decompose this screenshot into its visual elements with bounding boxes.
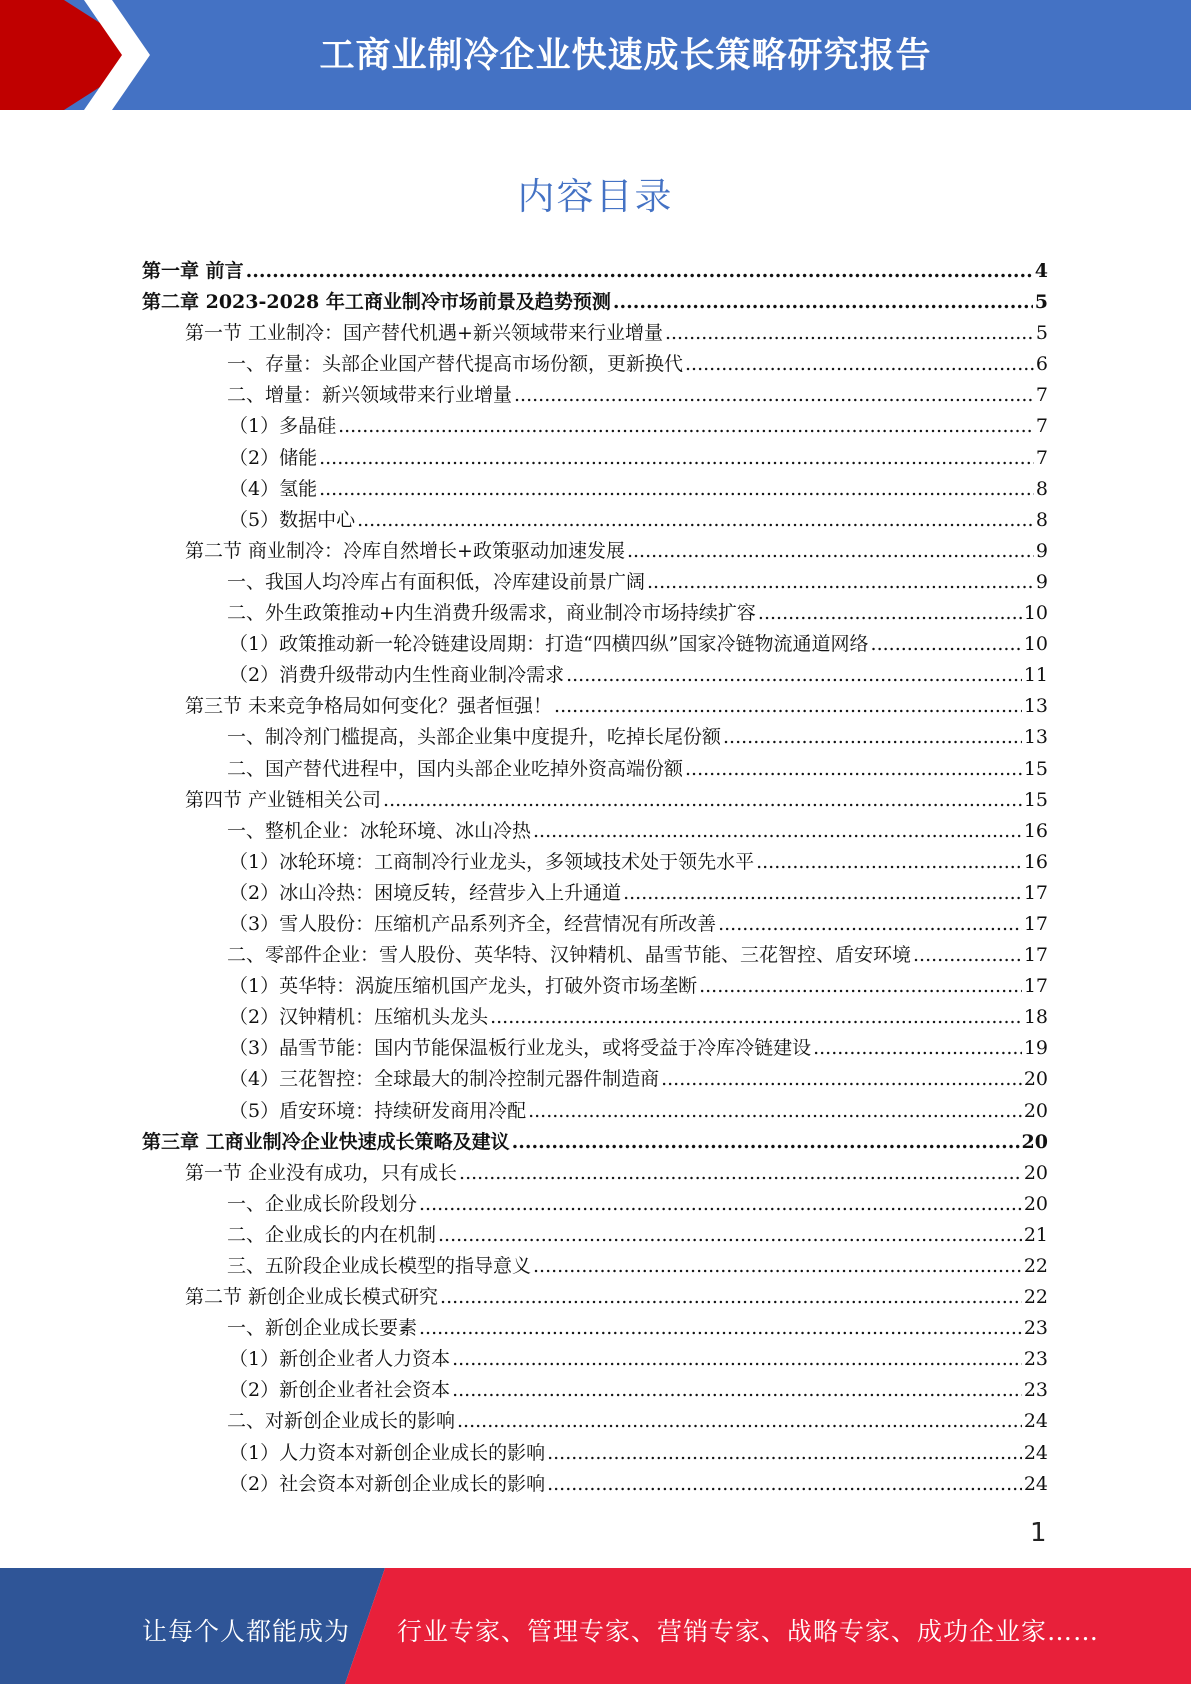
toc-entry-page: 8 xyxy=(1035,477,1048,500)
toc-dot-leader xyxy=(452,1344,1022,1375)
toc-dot-leader xyxy=(533,1251,1022,1282)
toc-entry[interactable] xyxy=(142,380,1048,411)
toc-entry[interactable] xyxy=(142,474,1048,505)
toc-entry[interactable] xyxy=(142,1313,1048,1344)
toc-entry-page: 15 xyxy=(1023,788,1048,811)
toc-entry-title: （1）多晶硅 xyxy=(229,415,337,438)
toc-entry-title: 第一节 企业没有成功，只有成长 xyxy=(185,1161,458,1184)
toc-dot-leader xyxy=(490,1002,1022,1033)
toc-entry-title: 第二节 新创企业成长模式研究 xyxy=(185,1286,439,1309)
toc-entry-title: 第三章 工商业制冷企业快速成长策略及建议 xyxy=(142,1130,510,1153)
toc-entry-title: （2）新创企业者社会资本 xyxy=(229,1379,451,1402)
toc-entry[interactable] xyxy=(142,287,1048,318)
toc-entry-page: 4 xyxy=(1034,260,1048,282)
toc-entry[interactable] xyxy=(142,971,1048,1002)
toc-dot-leader xyxy=(685,349,1034,380)
toc-dot-leader xyxy=(338,411,1034,442)
toc-entry-page: 22 xyxy=(1023,1286,1048,1309)
toc-entry[interactable] xyxy=(142,318,1048,349)
toc-dot-leader xyxy=(627,536,1034,567)
toc-entry-title: 一、企业成长阶段划分 xyxy=(227,1192,418,1215)
toc-entry-title: （3）雪人股份：压缩机产品系列齐全，经营情况有所改善 xyxy=(229,912,717,935)
toc-entry[interactable] xyxy=(142,1344,1048,1375)
toc-entry-page: 24 xyxy=(1023,1472,1048,1495)
toc-entry-title: 二、外生政策推动+内生消费升级需求，商业制冷市场持续扩容 xyxy=(227,602,756,625)
toc-entry[interactable] xyxy=(142,691,1048,722)
toc-entry-page: 19 xyxy=(1023,1037,1048,1060)
toc-entry[interactable] xyxy=(142,940,1048,971)
toc-entry-title: （5）盾安环境：持续研发商用冷配 xyxy=(229,1099,527,1122)
toc-entry-page: 20 xyxy=(1021,1130,1048,1153)
toc-entry[interactable] xyxy=(142,1469,1048,1500)
toc-entry[interactable] xyxy=(142,567,1048,598)
toc-dot-leader xyxy=(357,505,1034,536)
toc-entry-page: 17 xyxy=(1023,912,1048,935)
toc-entry-title: （4）氢能 xyxy=(229,477,318,500)
toc-entry[interactable] xyxy=(142,349,1048,380)
toc-entry[interactable] xyxy=(142,1096,1048,1127)
toc-dot-leader xyxy=(246,256,1033,287)
toc-entry[interactable] xyxy=(142,1406,1048,1437)
toc-entry-page: 9 xyxy=(1035,570,1048,593)
toc-entry-page: 20 xyxy=(1023,1192,1048,1215)
toc-entry-title: （4）三花智控：全球最大的制冷控制元器件制造商 xyxy=(229,1068,660,1091)
toc-entry-page: 23 xyxy=(1023,1379,1048,1402)
toc-entry-title: （2）社会资本对新创企业成长的影响 xyxy=(229,1472,546,1495)
toc-entry-title: （3）晶雪节能：国内节能保温板行业龙头，或将受益于冷库冷链建设 xyxy=(229,1037,812,1060)
toc-entry-page: 20 xyxy=(1023,1068,1048,1091)
footer-banner xyxy=(0,1568,1191,1684)
toc-entry-page: 8 xyxy=(1035,508,1048,531)
toc-entry-title: 第三节 未来竞争格局如何变化？强者恒强！ xyxy=(185,695,553,718)
toc-heading: 内容目录 xyxy=(517,175,674,218)
toc-entry-title: 二、对新创企业成长的影响 xyxy=(227,1410,456,1433)
toc-dot-leader xyxy=(459,1158,1022,1189)
toc-entry[interactable] xyxy=(142,1220,1048,1251)
toc-dot-leader xyxy=(514,380,1034,411)
toc-dot-leader xyxy=(647,567,1034,598)
toc-entry-page: 7 xyxy=(1035,384,1048,407)
toc-entry[interactable] xyxy=(142,629,1048,660)
toc-entry-page: 24 xyxy=(1023,1441,1048,1464)
toc-entry[interactable] xyxy=(142,816,1048,847)
toc-dot-leader xyxy=(813,1033,1022,1064)
toc-entry-title: 二、企业成长的内在机制 xyxy=(227,1223,437,1246)
toc-entry-title: 第二章 2023-2028 年工商业制冷市场前景及趋势预测 xyxy=(142,291,611,314)
toc-entry-title: 第一章 前言 xyxy=(142,260,244,282)
toc-entry-title: 二、零部件企业：雪人股份、英华特、汉钟精机、晶雪节能、三花智控、盾安环境 xyxy=(227,944,912,967)
toc-dot-leader xyxy=(756,847,1022,878)
toc-entry-title: （1）新创企业者人力资本 xyxy=(229,1348,451,1371)
toc-entry-title: （1）人力资本对新创企业成长的影响 xyxy=(229,1441,546,1464)
toc-entry-title: 一、整机企业：冰轮环境、冰山冷热 xyxy=(227,819,532,842)
toc-entry[interactable] xyxy=(142,1127,1048,1158)
toc-dot-leader xyxy=(512,1127,1020,1158)
toc-dot-leader xyxy=(913,940,1022,971)
toc-entry[interactable] xyxy=(142,660,1048,691)
toc-entry-title: （2）消费升级带动内生性商业制冷需求 xyxy=(229,664,565,687)
toc-entry-title: （1）英华特：涡旋压缩机国产龙头，打破外资市场垄断 xyxy=(229,975,698,998)
toc-dot-leader xyxy=(457,1406,1022,1437)
toc-entry-page: 23 xyxy=(1023,1317,1048,1340)
toc-entry[interactable] xyxy=(142,909,1048,940)
toc-entry-page: 5 xyxy=(1035,322,1048,345)
toc-entry-page: 16 xyxy=(1023,819,1048,842)
toc-entry-title: 一、存量：头部企业国产替代提高市场份额，更新换代 xyxy=(227,353,684,376)
toc-entry[interactable] xyxy=(142,1002,1048,1033)
report-title: 工商业制冷企业快速成长策略研究报告 xyxy=(319,36,932,76)
toc-dot-leader xyxy=(547,1438,1022,1469)
toc-entry-title: 二、国产替代进程中，国内头部企业吃掉外资高端份额 xyxy=(227,757,684,780)
toc-dot-leader xyxy=(613,287,1033,318)
toc-entry-page: 11 xyxy=(1023,664,1048,687)
toc-entry[interactable] xyxy=(142,598,1048,629)
toc-dot-leader xyxy=(718,909,1022,940)
toc-entry-title: 第四节 产业链相关公司 xyxy=(185,788,382,811)
toc-dot-leader xyxy=(319,443,1034,474)
toc-entry-title: （2）储能 xyxy=(229,446,318,469)
toc-entry[interactable] xyxy=(142,1189,1048,1220)
toc-dot-leader xyxy=(699,971,1022,1002)
toc-entry-title: （1）冰轮环境：工商制冷行业龙头，多领域技术处于领先水平 xyxy=(229,850,755,873)
toc-dot-leader xyxy=(528,1096,1022,1127)
toc-entry-title: （1）政策推动新一轮冷链建设周期：打造“四横四纵”国家冷链物流通道网络 xyxy=(229,633,869,656)
toc-dot-leader xyxy=(685,754,1022,785)
toc-entry[interactable] xyxy=(142,1282,1048,1313)
toc-entry-page: 5 xyxy=(1034,291,1048,314)
toc-entry-page: 7 xyxy=(1035,446,1048,469)
toc-entry-title: （2）汉钟精机：压缩机头龙头 xyxy=(229,1006,489,1029)
toc-dot-leader xyxy=(661,1064,1022,1095)
toc-entry[interactable] xyxy=(142,1064,1048,1095)
toc-entry-page: 13 xyxy=(1023,695,1048,718)
toc-entry[interactable] xyxy=(142,754,1048,785)
toc-entry-page: 15 xyxy=(1023,757,1048,780)
toc-entry-page: 7 xyxy=(1035,415,1048,438)
toc-dot-leader xyxy=(383,785,1022,816)
toc-entry-title: 第一节 工业制冷：国产替代机遇+新兴领域带来行业增量 xyxy=(185,322,663,345)
toc-entry-page: 16 xyxy=(1023,850,1048,873)
toc-entry[interactable] xyxy=(142,505,1048,536)
toc-entry[interactable] xyxy=(142,411,1048,442)
toc-entry[interactable] xyxy=(142,847,1048,878)
toc-dot-leader xyxy=(623,878,1022,909)
toc-entry-page: 9 xyxy=(1035,539,1048,562)
toc-dot-leader xyxy=(533,816,1022,847)
toc-entry-title: 一、制冷剂门槛提高，头部企业集中度提升，吃掉长尾份额 xyxy=(227,726,722,749)
toc-entry-page: 18 xyxy=(1023,1006,1048,1029)
footer-slogan-left: 让每个人都能成为 xyxy=(142,1617,351,1646)
toc-dot-leader xyxy=(566,660,1022,691)
toc-entry-title: 一、新创企业成长要素 xyxy=(227,1317,418,1340)
header-banner xyxy=(0,0,1191,110)
toc-dot-leader xyxy=(547,1469,1022,1500)
toc-entry[interactable] xyxy=(142,1438,1048,1469)
toc-entry[interactable] xyxy=(142,536,1048,567)
toc-entry-title: 三、五阶段企业成长模型的指导意义 xyxy=(227,1255,532,1277)
toc-entry-title: 第二节 商业制冷：冷库自然增长+政策驱动加速发展 xyxy=(185,539,625,562)
toc-entry-page: 17 xyxy=(1023,881,1048,904)
toc-entry[interactable] xyxy=(142,443,1048,474)
toc-entry-title: 二、增量：新兴领域带来行业增量 xyxy=(227,384,513,407)
toc-entry-page: 24 xyxy=(1023,1410,1048,1433)
toc-dot-leader xyxy=(452,1375,1022,1406)
toc-entry-page: 20 xyxy=(1023,1161,1048,1184)
toc-entry-page: 17 xyxy=(1023,944,1048,967)
toc-entry-title: 一、我国人均冷库占有面积低，冷库建设前景广阔 xyxy=(227,570,646,593)
toc-entry-page: 21 xyxy=(1023,1223,1048,1246)
toc-entry[interactable] xyxy=(142,1375,1048,1406)
toc-entry-page: 6 xyxy=(1035,353,1048,376)
toc-entry[interactable] xyxy=(142,722,1048,753)
toc-dot-leader xyxy=(419,1189,1022,1220)
table-of-contents xyxy=(142,256,1048,1500)
toc-entry-page: 10 xyxy=(1023,633,1048,656)
toc-entry-page: 22 xyxy=(1023,1255,1048,1277)
toc-entry-title: （2）冰山冷热：困境反转，经营步入上升通道 xyxy=(229,881,622,904)
toc-entry-page: 10 xyxy=(1023,602,1048,625)
toc-dot-leader xyxy=(419,1313,1022,1344)
toc-dot-leader xyxy=(319,474,1034,505)
toc-entry[interactable] xyxy=(142,1033,1048,1064)
toc-entry[interactable] xyxy=(142,785,1048,816)
toc-entry-page: 13 xyxy=(1023,726,1048,749)
toc-dot-leader xyxy=(665,318,1034,349)
toc-dot-leader xyxy=(758,598,1022,629)
toc-dot-leader xyxy=(871,629,1022,660)
toc-entry[interactable] xyxy=(142,1158,1048,1189)
toc-dot-leader xyxy=(554,691,1022,722)
toc-entry[interactable] xyxy=(142,878,1048,909)
page-number: 1 xyxy=(1030,1518,1047,1548)
toc-entry[interactable] xyxy=(142,256,1048,287)
toc-entry-page: 20 xyxy=(1023,1099,1048,1122)
footer-slogan-right: 行业专家、管理专家、营销专家、战略专家、成功企业家…… xyxy=(397,1617,1100,1646)
toc-dot-leader xyxy=(440,1282,1022,1313)
toc-entry-page: 23 xyxy=(1023,1348,1048,1371)
toc-dot-leader xyxy=(723,722,1022,753)
toc-entry-page: 17 xyxy=(1023,975,1048,998)
toc-dot-leader xyxy=(438,1220,1022,1251)
toc-entry-title: （5）数据中心 xyxy=(229,508,356,531)
toc-entry[interactable] xyxy=(142,1251,1048,1282)
